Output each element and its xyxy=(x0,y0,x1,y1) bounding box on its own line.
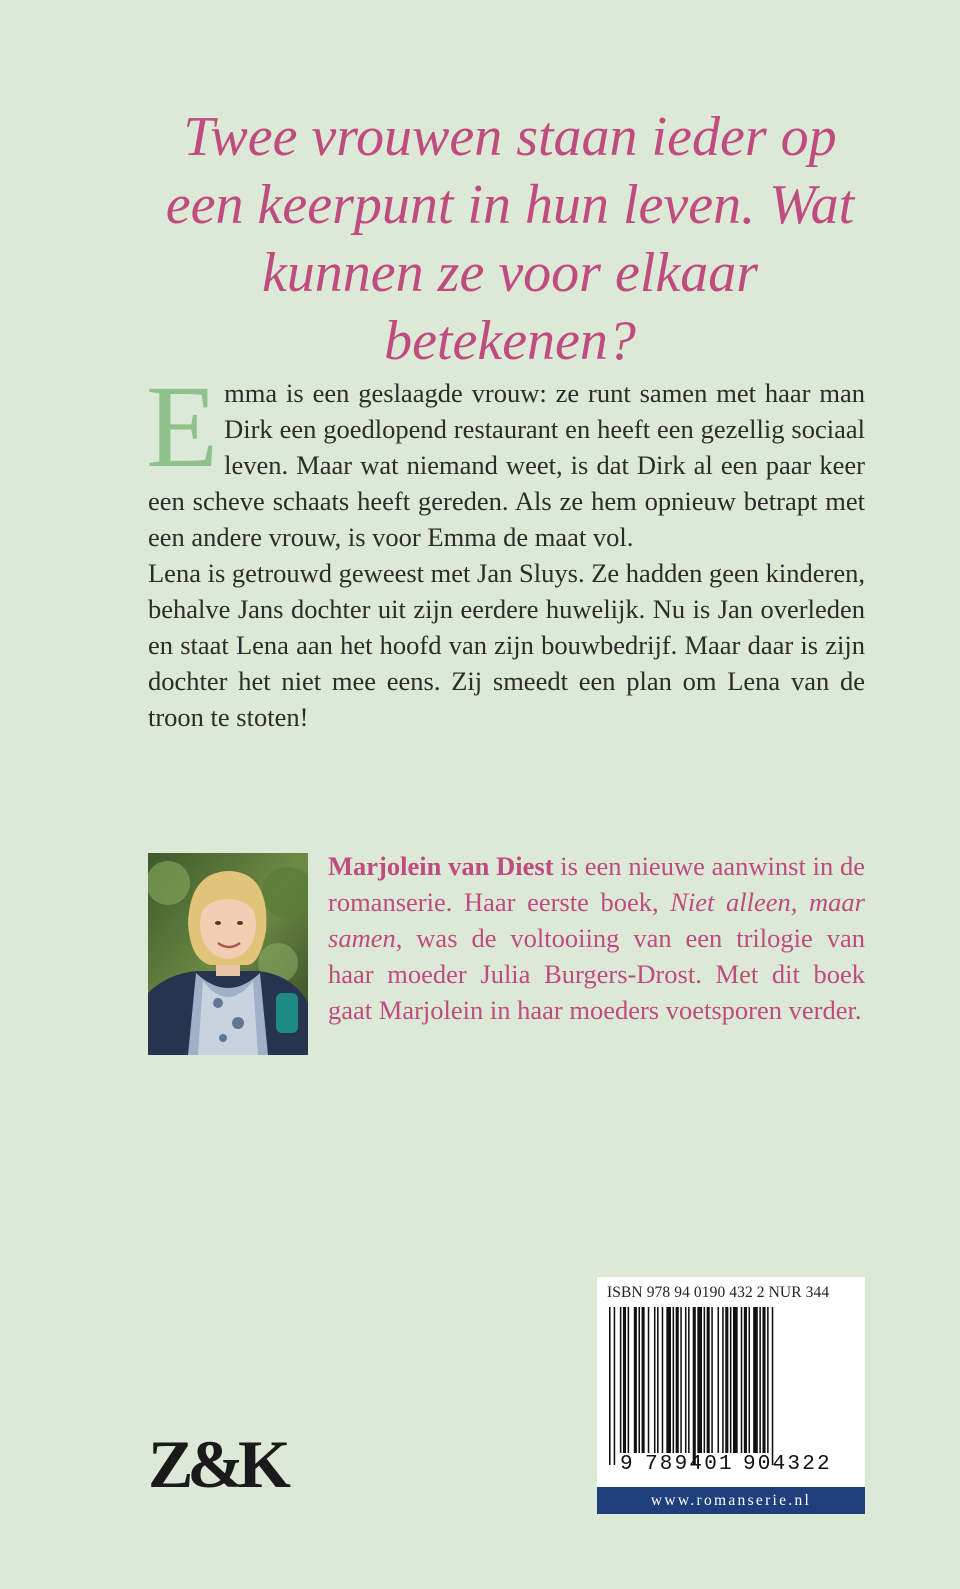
isbn-line: ISBN 978 94 0190 432 2 NUR 344 xyxy=(607,1284,830,1301)
tagline: Twee vrouwen staan ieder op een keerpunt in hun leven. Wat kunnen ze voor elkaar betekenen? xyxy=(165,106,855,372)
barcode-box xyxy=(597,1277,865,1514)
author-photo-image xyxy=(148,853,308,1055)
barcode-bar xyxy=(634,1307,637,1453)
barcode-bar xyxy=(749,1307,751,1453)
barcode-bar xyxy=(772,1307,774,1465)
author-bio-text-1: is een nieuwe aanwinst in de romanserie. Haar eerste boek, xyxy=(328,851,866,917)
barcode-bar xyxy=(733,1307,738,1453)
barcode-left-digits: 789401 xyxy=(645,1453,734,1476)
barcode-bar xyxy=(638,1307,640,1453)
barcode-bar xyxy=(759,1307,761,1453)
blurb-paragraph-2: Lena is getrouwd geweest met Jan Sluys. Ze hadden geen kinderen, behalve Jans dochter uit zijn eerdere huwelijk. Nu is Jan overleden en staat Lena aan het hoofd van zijn bouwbedrijf. Maar daar is zijn dochter het niet mee eens. Zij smeedt een plan om Lena van de troon te stoten! xyxy=(148,558,865,732)
barcode-bars xyxy=(597,1307,865,1465)
barcode-bar xyxy=(673,1307,675,1453)
barcode-bar xyxy=(730,1307,732,1453)
barcode-bar xyxy=(767,1307,769,1453)
barcode-bar xyxy=(707,1307,710,1453)
blurb-paragraph-1-text: mma is een geslaagde vrouw: ze runt samen met haar man Dirk een goedlopend restaurant en heeft een gezellig sociaal leven. Maar wat niemand weet, is dat Dirk al een paar keer een scheve schaats heeft gereden. Als ze hem opnieuw betrapt met een andere vrouw, is voor Emma de maat vol. xyxy=(148,378,865,552)
author-bio xyxy=(328,848,865,1028)
barcode-bar xyxy=(704,1307,706,1453)
barcode-bar xyxy=(744,1307,747,1453)
barcode-bar xyxy=(693,1307,696,1465)
barcode-bar xyxy=(741,1307,743,1453)
barcode-bar xyxy=(620,1307,622,1453)
barcode-bar xyxy=(718,1307,720,1453)
author-photo xyxy=(148,853,308,1055)
barcode-bar xyxy=(762,1307,765,1453)
dropcap-letter: E xyxy=(146,361,219,492)
blurb-paragraph-1 xyxy=(146,361,865,555)
previous-book-title: Niet alleen, maar samen xyxy=(328,887,865,953)
barcode-bar xyxy=(722,1307,724,1453)
barcode-lead-digit: 9 xyxy=(620,1453,633,1476)
barcode-bar xyxy=(725,1307,728,1453)
barcode-bar xyxy=(711,1307,713,1453)
author-name: Marjolein van Diest xyxy=(328,851,554,881)
publisher-logo-mark xyxy=(148,1425,308,1515)
publisher-logo xyxy=(148,1425,308,1515)
barcode-bar xyxy=(680,1307,682,1453)
barcode-bar xyxy=(688,1307,690,1453)
barcode-digits xyxy=(597,1453,865,1479)
barcode-bar xyxy=(628,1307,630,1453)
barcode-bar xyxy=(642,1307,645,1453)
publisher-logo-text: Z&K xyxy=(148,1426,285,1502)
blurb xyxy=(146,361,865,735)
barcode-bar xyxy=(609,1307,611,1465)
barcode-bar xyxy=(648,1307,650,1453)
barcode-right-digits: 904322 xyxy=(743,1453,832,1476)
website-url[interactable]: www.romanserie.nl xyxy=(597,1487,865,1514)
author-bio-text-2: , was de voltooiing van een trilogie van haar moeder Julia Burgers-Drost. Met dit boek gaat Marjolein in haar moeders voetsporen verder. xyxy=(328,923,865,1025)
barcode-bar xyxy=(685,1307,687,1453)
barcode-bar xyxy=(657,1307,659,1453)
barcode-bar xyxy=(676,1307,679,1453)
barcode-bar xyxy=(654,1307,656,1453)
barcode-bar xyxy=(753,1307,758,1453)
barcode-bar xyxy=(623,1307,626,1453)
barcode-bar xyxy=(662,1307,664,1453)
barcode-bar xyxy=(697,1307,702,1453)
barcode-bar xyxy=(614,1307,616,1465)
barcode-bar xyxy=(666,1307,671,1453)
